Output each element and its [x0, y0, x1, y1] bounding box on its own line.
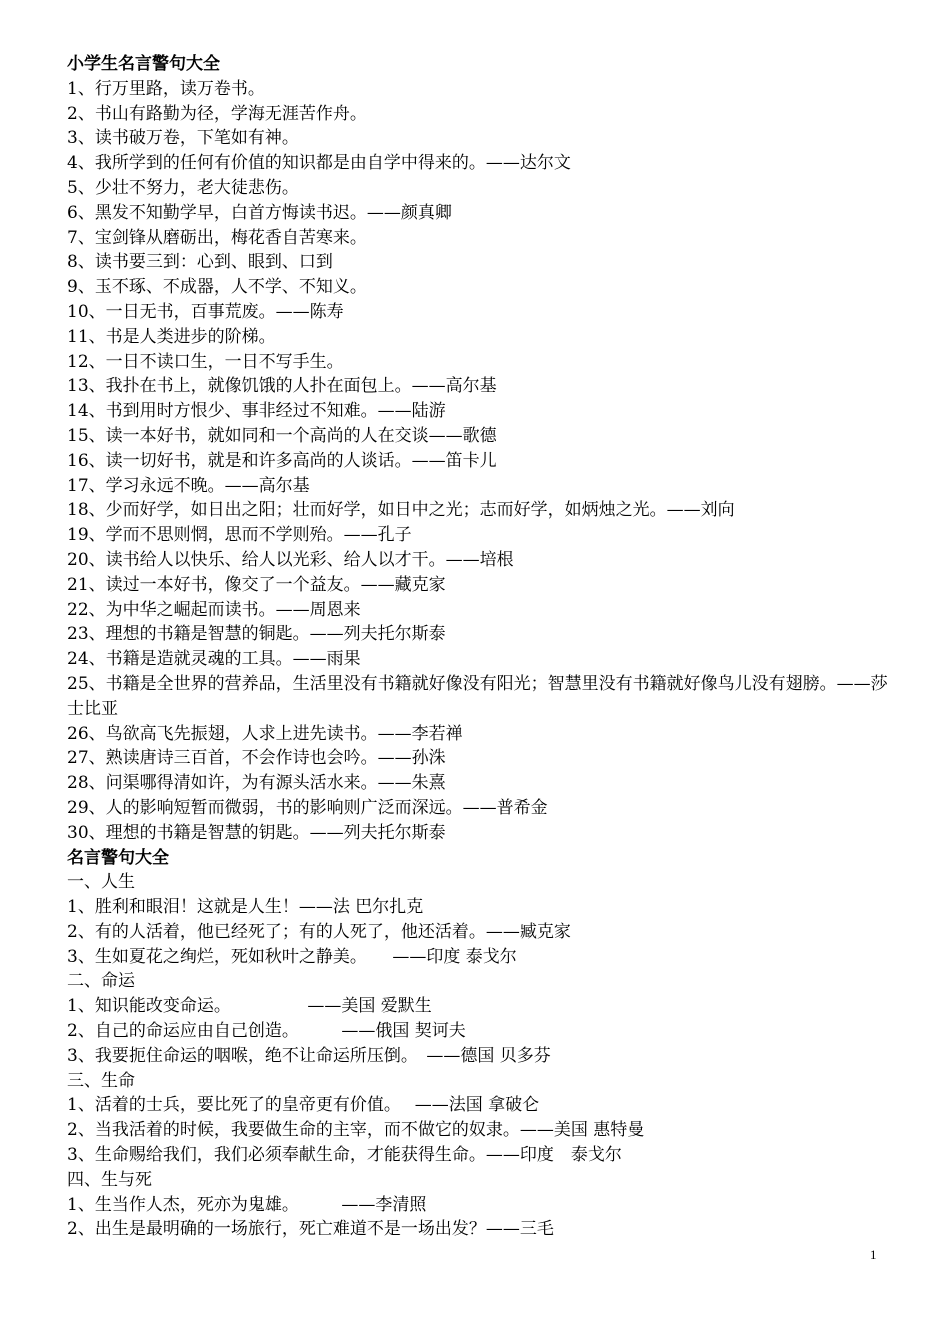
quote-line: 28、问渠哪得清如许，为有源头活水来。——朱熹	[67, 773, 446, 794]
category-quote: 2、出生是最明确的一场旅行，死亡难道不是一场出发？——三毛	[67, 1219, 554, 1240]
category-quote: 1、胜利和眼泪！这就是人生！——法 巴尔扎克	[67, 897, 424, 918]
category-heading: 四、生与死	[67, 1169, 152, 1190]
quote-line: 21、读过一本好书，像交了一个益友。——藏克家	[67, 574, 446, 595]
quote-line: 23、理想的书籍是智慧的铜匙。——列夫托尔斯泰	[67, 624, 446, 645]
category-quote: 1、活着的士兵，要比死了的皇帝更有价值。 ——法国 拿破仑	[67, 1095, 540, 1116]
quote-line: 12、一日不读口生，一日不写手生。	[67, 351, 344, 372]
quote-line: 10、一日无书，百事荒废。——陈寿	[67, 301, 344, 322]
quote-line: 30、理想的书籍是智慧的钥匙。——列夫托尔斯泰	[67, 822, 446, 843]
quote-line: 26、鸟欲高飞先振翅，人求上进先读书。——李若禅	[67, 723, 463, 744]
section-title: 名言警句大全	[67, 847, 169, 868]
category-quote: 1、生当作人杰，死亦为鬼雄。 ——李清照	[67, 1194, 427, 1215]
category-quote: 2、自己的命运应由自己创造。 ——俄国 契诃夫	[67, 1021, 466, 1042]
category-heading: 三、生命	[67, 1070, 135, 1091]
quote-line: 16、读一切好书，就是和许多高尚的人谈话。——笛卡儿	[67, 450, 497, 471]
quote-line: 24、书籍是造就灵魂的工具。——雨果	[67, 649, 361, 670]
document-body	[67, 52, 897, 1242]
quote-line: 14、书到用时方恨少、事非经过不知难。——陆游	[67, 401, 446, 422]
quote-line: 25、书籍是全世界的营养品，生活里没有书籍就好像没有阳光；智慧里没有书籍就好像鸟儿没有翅膀。——莎士比亚	[67, 673, 888, 719]
quote-line: 4、我所学到的任何有价值的知识都是由自学中得来的。——达尔文	[67, 153, 571, 174]
category-quote: 3、生如夏花之绚烂，死如秋叶之静美。 ——印度 泰戈尔	[67, 946, 517, 967]
category-heading: 一、人生	[67, 872, 135, 893]
quote-line: 20、读书给人以快乐、给人以光彩、给人以才干。——培根	[67, 549, 514, 570]
quote-line: 6、黑发不知勤学早，白首方悔读书迟。——颜真卿	[67, 202, 452, 223]
category-quote: 2、当我活着的时候，我要做生命的主宰，而不做它的奴隶。——美国 惠特曼	[67, 1120, 645, 1141]
category-quote: 1、知识能改变命运。 ——美国 爱默生	[67, 996, 432, 1017]
quote-line: 13、我扑在书上，就像饥饿的人扑在面包上。——高尔基	[67, 376, 497, 397]
quote-line: 2、书山有路勤为径，学海无涯苦作舟。	[67, 103, 367, 124]
quote-line: 3、读书破万卷，下笔如有神。	[67, 128, 299, 149]
quote-line: 15、读一本好书，就如同和一个高尚的人在交谈——歌德	[67, 425, 497, 446]
category-quote: 3、我要扼住命运的咽喉，绝不让命运所压倒。 ——德国 贝多芬	[67, 1045, 551, 1066]
page-number: 1	[870, 1247, 877, 1262]
category-quote: 2、有的人活着，他已经死了；有的人死了，他还活着。——臧克家	[67, 921, 571, 942]
quote-line: 19、学而不思则惘，思而不学则殆。——孔子	[67, 525, 412, 546]
category-heading: 二、命运	[67, 971, 135, 992]
quote-line: 7、宝剑锋从磨砺出，梅花香自苦寒来。	[67, 227, 367, 248]
quote-line: 18、少而好学，如日出之阳；壮而好学，如日中之光；志而好学，如炳烛之光。——刘向	[67, 500, 735, 521]
document-title: 小学生名言警句大全	[67, 54, 220, 74]
quote-line: 11、书是人类进步的阶梯。	[67, 326, 276, 347]
quote-line: 5、少壮不努力，老大徒悲伤。	[67, 177, 299, 198]
quote-line: 29、人的影响短暂而微弱，书的影响则广泛而深远。——普希金	[67, 797, 548, 818]
quote-line: 8、读书要三到：心到、眼到、口到	[67, 252, 333, 273]
quote-line: 17、学习永远不晚。——高尔基	[67, 475, 310, 496]
category-quote: 3、生命赐给我们，我们必须奉献生命，才能获得生命。——印度 泰戈尔	[67, 1145, 622, 1166]
quote-line: 22、为中华之崛起而读书。——周恩来	[67, 599, 361, 620]
quote-line: 9、玉不琢、不成器，人不学、不知义。	[67, 277, 367, 298]
quote-line: 27、熟读唐诗三百首，不会作诗也会吟。——孙洙	[67, 748, 446, 769]
quote-line: 1、行万里路，读万卷书。	[67, 78, 265, 99]
